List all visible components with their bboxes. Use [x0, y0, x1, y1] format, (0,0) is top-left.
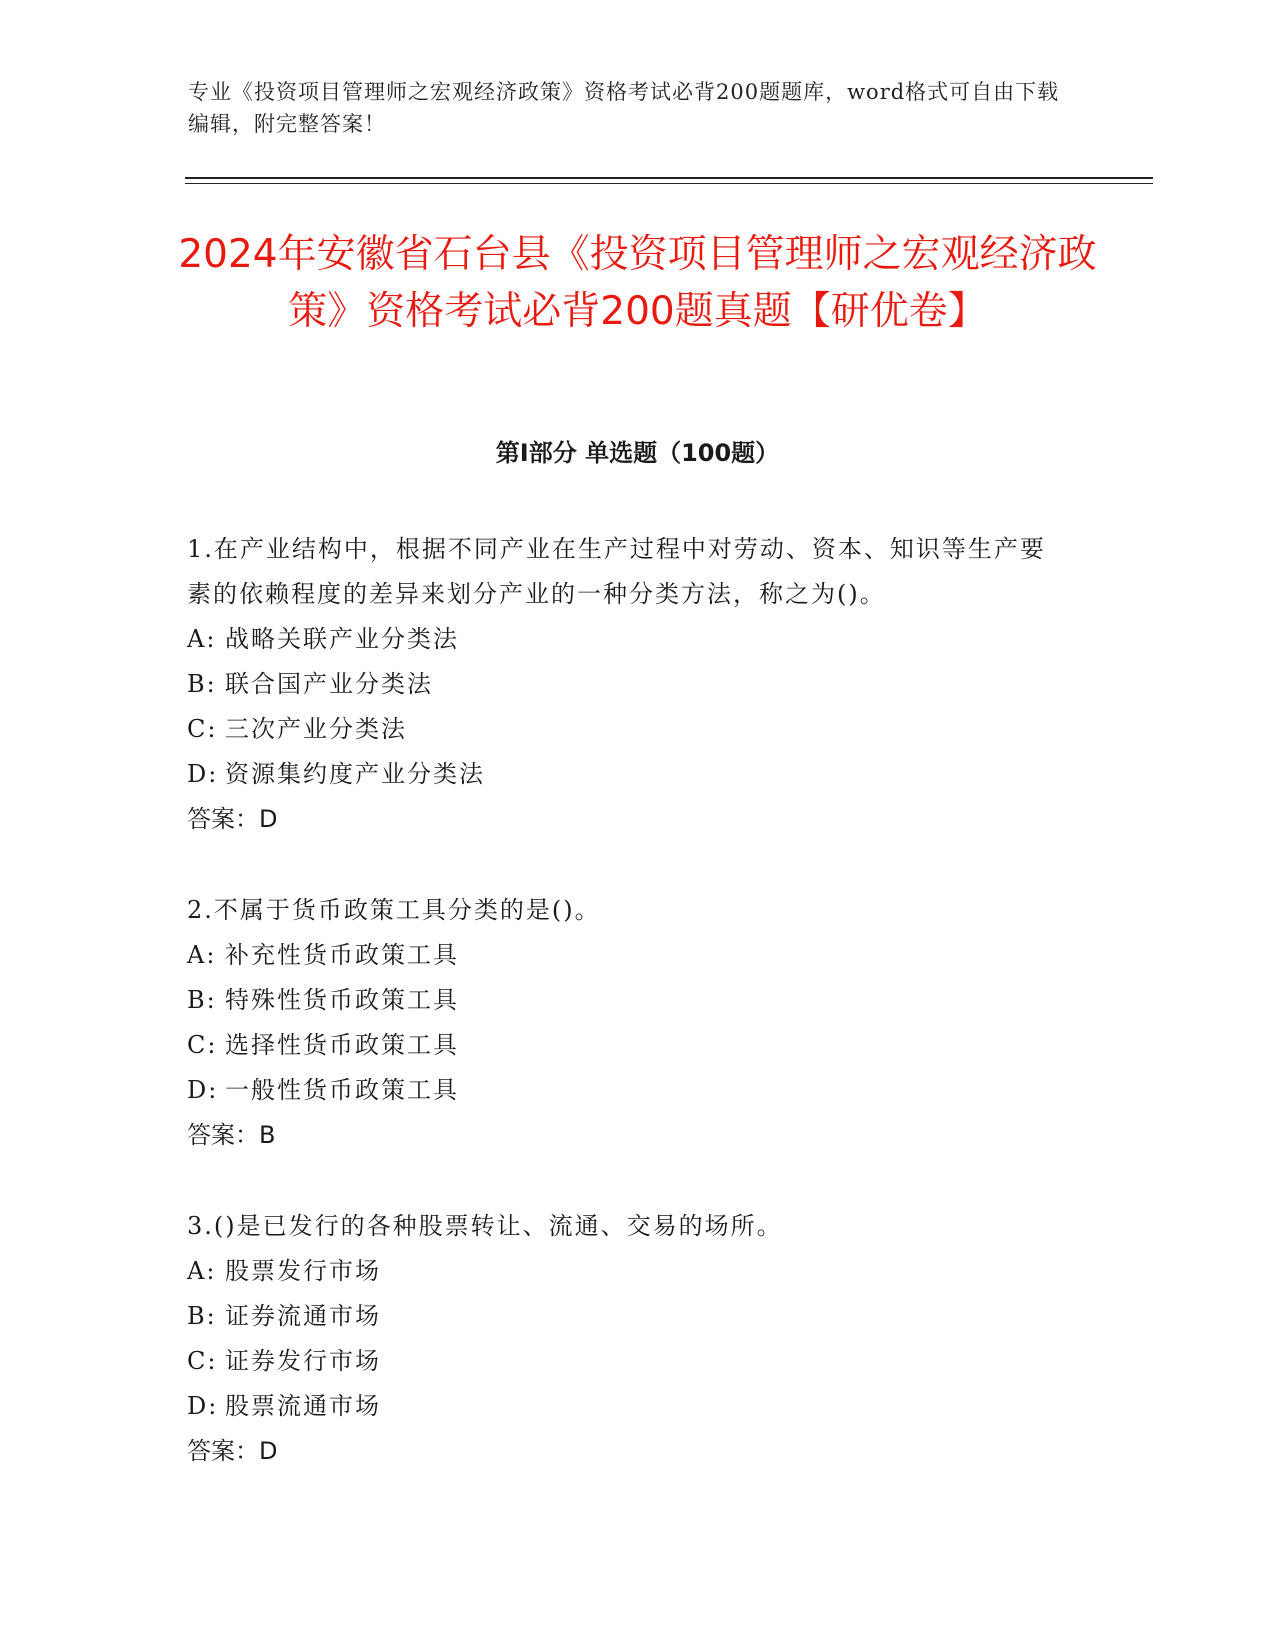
option-d — [187, 752, 1067, 797]
option-c — [187, 1339, 1067, 1384]
option-text: 一般性货币政策工具 — [225, 1076, 459, 1104]
question-stem: 2.不属于货币政策工具分类的是()。 — [187, 896, 601, 924]
question-1 — [187, 527, 1067, 842]
option-text: 证券流通市场 — [225, 1302, 381, 1330]
document-title: 2024年安徽省石台县《投资项目管理师之宏观经济政策》资格考试必背200题真题【研优卷】 — [178, 232, 1097, 334]
option-key: D: — [187, 760, 219, 788]
option-a — [187, 933, 1067, 978]
option-text: 资源集约度产业分类法 — [225, 760, 485, 788]
option-c — [187, 1023, 1067, 1068]
question-list — [187, 527, 1067, 1474]
option-key: B: — [187, 670, 217, 698]
option-b — [187, 978, 1067, 1023]
option-d — [187, 1068, 1067, 1113]
option-text: 选择性货币政策工具 — [225, 1031, 459, 1059]
option-key: C: — [187, 715, 218, 743]
question-2 — [187, 888, 1067, 1158]
header-rule-thick — [185, 177, 1153, 179]
option-text: 股票流通市场 — [225, 1392, 381, 1420]
option-key: D: — [187, 1076, 219, 1104]
option-key: B: — [187, 1302, 217, 1330]
section-title: 第I部分 单选题（100题） — [495, 439, 780, 467]
question-stem: 1.在产业结构中，根据不同产业在生产过程中对劳动、资本、知识等生产要素的依赖程度的差异来划分产业的一种分类方法，称之为()。 — [187, 535, 1046, 608]
option-text: 联合国产业分类法 — [225, 670, 433, 698]
question-3 — [187, 1204, 1067, 1474]
option-key: A: — [187, 625, 217, 653]
option-key: D: — [187, 1392, 219, 1420]
option-a — [187, 617, 1067, 662]
option-b — [187, 1294, 1067, 1339]
option-key: B: — [187, 986, 217, 1014]
answer-line: 答案：B — [187, 1121, 276, 1149]
option-a — [187, 1249, 1067, 1294]
option-key: C: — [187, 1347, 218, 1375]
option-text: 股票发行市场 — [225, 1257, 381, 1285]
option-text: 补充性货币政策工具 — [225, 941, 459, 969]
option-key: A: — [187, 941, 217, 969]
option-text: 战略关联产业分类法 — [225, 625, 459, 653]
option-d — [187, 1384, 1067, 1429]
option-text: 三次产业分类法 — [225, 715, 407, 743]
option-text: 特殊性货币政策工具 — [225, 986, 459, 1014]
answer-line: 答案：D — [187, 805, 278, 833]
option-key: A: — [187, 1257, 217, 1285]
header-note: 专业《投资项目管理师之宏观经济政策》资格考试必背200题题库，word格式可自由下载编辑，附完整答案！ — [188, 80, 1060, 136]
option-key: C: — [187, 1031, 218, 1059]
answer-line: 答案：D — [187, 1437, 278, 1465]
question-stem: 3.()是已发行的各种股票转让、流通、交易的场所。 — [187, 1212, 783, 1240]
option-text: 证券发行市场 — [225, 1347, 381, 1375]
header-rule-thin — [185, 183, 1153, 184]
option-b — [187, 662, 1067, 707]
option-c — [187, 707, 1067, 752]
